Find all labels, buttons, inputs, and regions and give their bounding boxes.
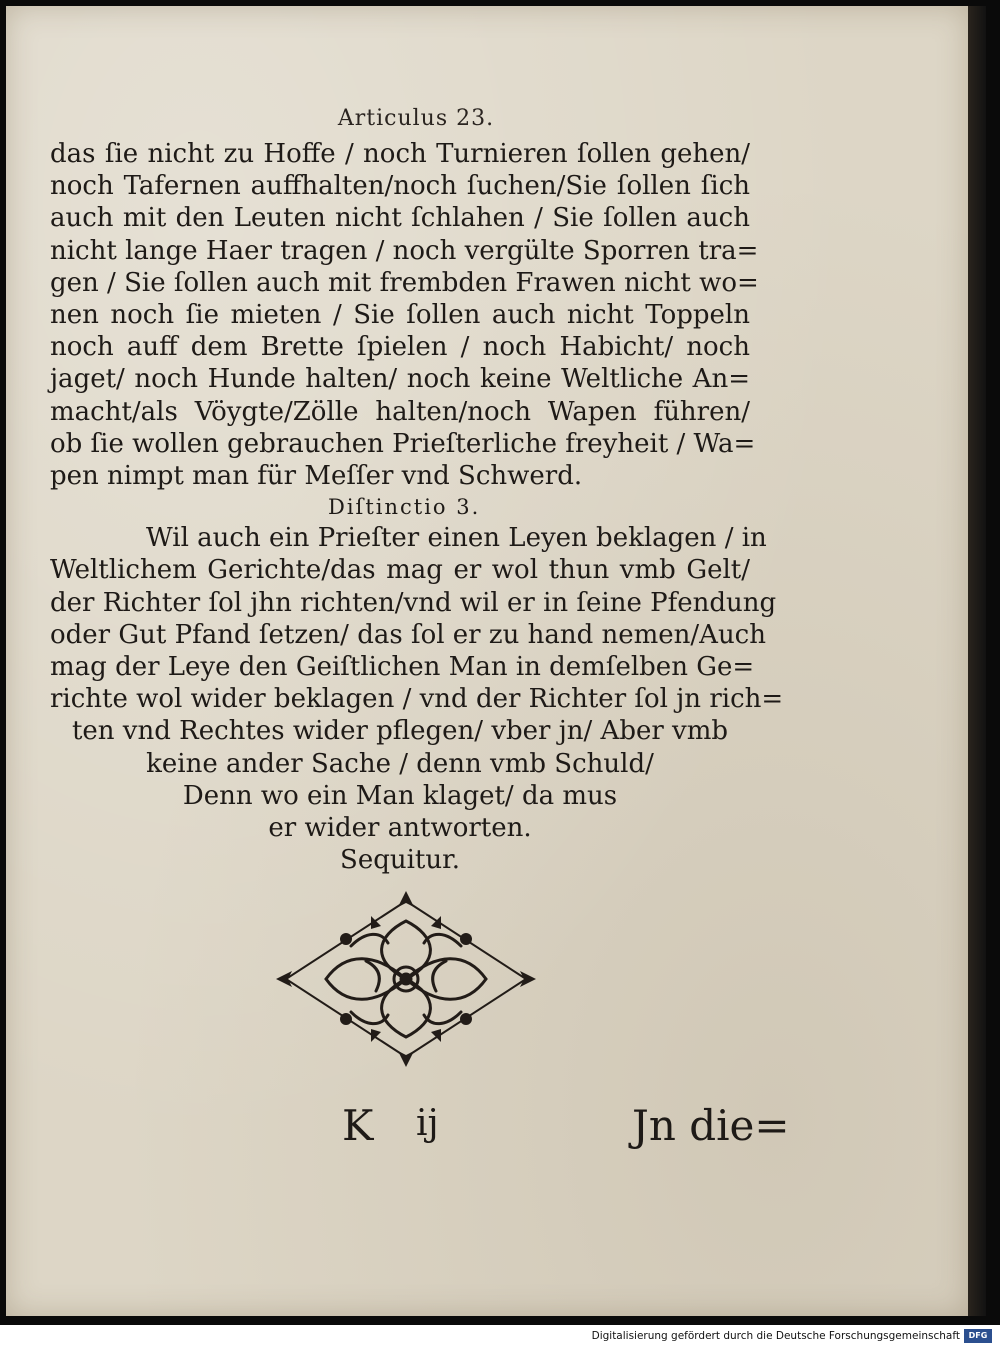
text-line: ten vnd Rechtes wider pflegen/ vber jn/ Aber vmb: [71, 716, 729, 747]
text-line: das ſie nicht zu Hoffe / noch Turnieren ſollen gehen/: [50, 139, 750, 169]
footer-credit-text: Digitalisierung gefördert durch die Deutsche Forschungsgemeinschaft: [591, 1330, 960, 1342]
text-line: jaget/ noch Hunde halten/ noch keine Weltliche An=: [50, 364, 750, 395]
book-page: [6, 6, 968, 1316]
text-line: er wider antworten.: [268, 813, 532, 844]
page-edge: [968, 6, 986, 1316]
catchword: Jn die=: [632, 1101, 790, 1150]
text-line: macht/als Vöygte/Zölle halten/noch Wapen führen/: [50, 396, 750, 427]
text-line: richte wol wider beklagen / vnd der Richter ſol jn rich=: [50, 684, 784, 715]
signature-mark: K: [342, 1101, 374, 1150]
text-line: Denn wo ein Man klaget/ da mus: [182, 780, 618, 811]
text-line: pen nimpt man für Meſſer vnd Schwerd.: [50, 461, 583, 492]
dfg-logo: DFG: [964, 1329, 992, 1343]
text-line: auch mit den Leuten nicht ſchlahen / Sie ſollen auch: [50, 203, 750, 234]
text-line: oder Gut Pfand ſetzen/ das ſol er zu hand nemen/Auch: [50, 619, 766, 650]
text-line: keine ander Sache / denn vmb Schuld/: [146, 748, 654, 779]
text-line: der Richter ſol jhn richten/vnd wil er in ſeine Pfendung: [50, 587, 777, 618]
digitization-footer: [0, 1325, 1000, 1348]
text-line: mag der Leye den Geiſtlichen Man in demſelben Ge=: [50, 652, 755, 683]
text-line: Weltlichem Gerichte/das mag er wol thun vmb Gelt/: [50, 555, 750, 586]
signature-number: ij: [416, 1103, 439, 1144]
running-head: Articulus 23.: [337, 106, 495, 131]
text-line: gen / Sie ſollen auch mit frembden Frawen nicht wo=: [50, 267, 759, 298]
text-line: ob ſie wollen gebrauchen Prieſterliche freyheit / Wa=: [50, 428, 756, 459]
text-line: Wil auch ein Prieſter einen Leyen beklagen / in: [146, 523, 767, 554]
text-line: nicht lange Haer tragen / noch vergülte Sporren tra=: [50, 235, 759, 266]
catchwords-row: [6, 1101, 826, 1161]
floral-ornament-icon: [276, 891, 536, 1067]
text-line: Sequitur.: [340, 845, 460, 876]
distinctio-heading: Diſtinctio 3.: [328, 495, 481, 520]
text-line: noch Tafernen auffhalten/noch ſuchen/Sie ſollen ſich: [50, 171, 750, 202]
body-text: [50, 138, 784, 876]
text-line: noch auff dem Brette ſpielen / noch Habicht/ noch: [50, 332, 750, 363]
text-line: nen noch ſie mieten / Sie ſollen auch nicht Toppeln: [50, 300, 750, 331]
